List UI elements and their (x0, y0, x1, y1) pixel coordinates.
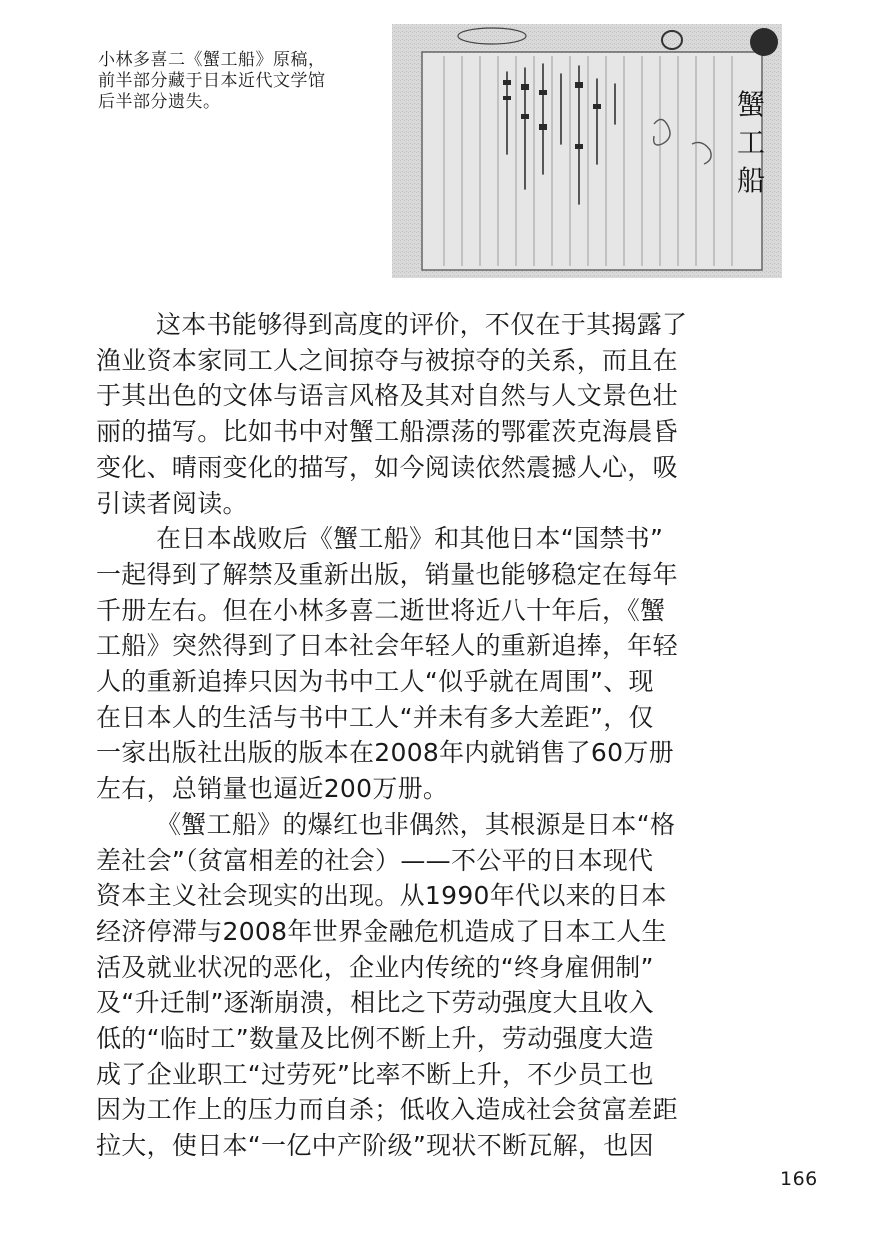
caption-line: 后半部分遗失。 (98, 92, 221, 112)
body-line: 拉大，使日本“一亿中产阶级”现状不断瓦解，也因 (96, 1131, 654, 1161)
caption-line: 前半部分藏于日本近代文学馆 (98, 71, 326, 91)
body-line: 工船》突然得到了日本社会年轻人的重新追捧，年轻 (96, 631, 678, 661)
body-line: 差社会”（贫富相差的社会）——不公平的日本现代 (96, 845, 654, 875)
manuscript-title-char-3: 船 (737, 164, 766, 197)
body-line: 左右，总销量也逼近200万册。 (96, 774, 449, 804)
body-line: 变化、晴雨变化的描写，如今阅读依然震撼人心，吸 (96, 452, 678, 482)
manuscript-photo (392, 24, 782, 278)
body-line: 渔业资本家同工人之间掠夺与被掠夺的关系，而且在 (96, 345, 678, 375)
body-line: 人的重新追捧只因为书中工人“似乎就在周围”、现 (96, 667, 654, 697)
body-line: 一家出版社出版的版本在2008年内就销售了60万册 (96, 738, 674, 768)
body-line: 经济停滞与2008年世界金融危机造成了日本工人生 (96, 916, 667, 946)
body-line: 成了企业职工“过劳死”比率不断上升，不少员工也 (96, 1059, 654, 1089)
body-line: 活及就业状况的恶化，企业内传统的“终身雇佣制” (96, 952, 654, 982)
body-line: 在日本战败后《蟹工船》和其他日本“国禁书” (156, 524, 664, 554)
body-line: 在日本人的生活与书中工人“并未有多大差距”，仅 (96, 702, 654, 732)
body-line: 及“升迁制”逐渐崩溃，相比之下劳动强度大且收入 (96, 988, 654, 1018)
body-line: 资本主义社会现实的出现。从1990年代以来的日本 (96, 881, 667, 911)
body-line: 一起得到了解禁及重新出版，销量也能够稳定在每年 (96, 559, 678, 589)
manuscript-title-char-1: 蟹 (737, 88, 766, 121)
figure-caption (98, 50, 388, 113)
body-line: 丽的描写。比如书中对蟹工船漂荡的鄂霍茨克海晨昏 (96, 417, 678, 447)
body-line: 这本书能够得到高度的评价，不仅在于其揭露了 (156, 310, 688, 339)
body-line: 于其出色的文体与语言风格及其对自然与人文景色壮 (96, 381, 678, 411)
body-line: 《蟹工船》的爆红也非偶然，其根源是日本“格 (156, 809, 676, 839)
body-line: 低的“临时工”数量及比例不断上升，劳动强度大造 (96, 1024, 654, 1054)
manuscript-title-char-2: 工 (737, 126, 766, 159)
body-line: 因为工作上的压力而自杀；低收入造成社会贫富差距 (96, 1095, 678, 1125)
page-number: 166 (780, 1168, 818, 1190)
body-text (96, 307, 786, 1164)
body-line: 千册左右。但在小林多喜二逝世将近八十年后，《蟹 (96, 595, 666, 625)
caption-line: 小林多喜二《蟹工船》原稿， (98, 50, 326, 70)
body-line: 引读者阅读。 (96, 488, 248, 518)
